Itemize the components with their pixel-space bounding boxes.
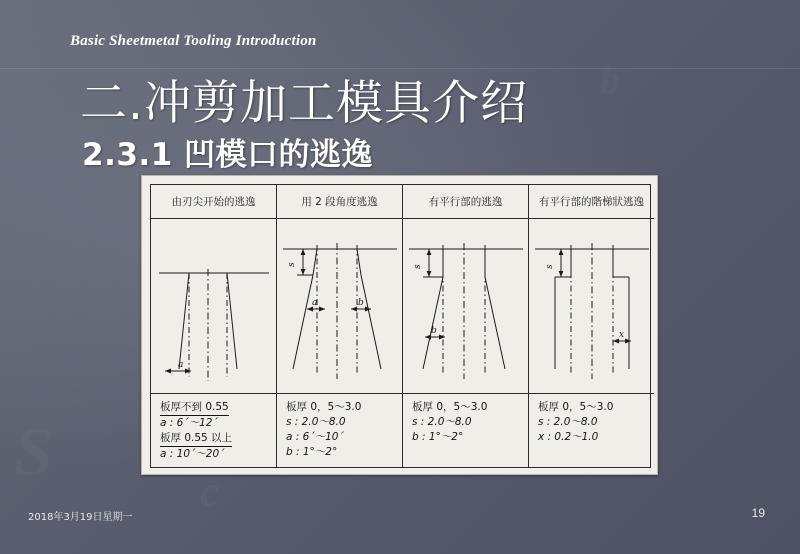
column-header-4: 有平行部的階梯狀逃逸 [529, 185, 654, 219]
column-spec-4 [529, 394, 654, 467]
spec-1-line-4: a : 10´～20´ [160, 447, 225, 460]
column-spec-3 [403, 394, 528, 467]
svg-text:s: s [413, 264, 423, 269]
figure-panel [141, 175, 658, 475]
figure-table [150, 184, 651, 468]
page-number: 19 [751, 506, 765, 520]
column-header-2: 用 2 段角度逃逸 [277, 185, 402, 219]
column-spec-1 [151, 394, 276, 467]
svg-text:x: x [619, 330, 625, 340]
spec-2-line-1: 板厚 0，5～3.0 [286, 401, 362, 413]
column-diagram-3 [403, 219, 528, 394]
svg-text:b: b [431, 326, 437, 336]
column-header-3: 有平行部的逃逸 [403, 185, 528, 219]
column-diagram-2 [277, 219, 402, 394]
watermark-letter-c: c [200, 467, 220, 516]
svg-text:s: s [287, 262, 297, 267]
spec-4-line-2: s : 2.0～8.0 [538, 415, 598, 428]
footer-date: 2018年3月19日星期一 [28, 512, 133, 523]
svg-text:s: s [545, 264, 555, 269]
figure-column-2 [277, 185, 403, 467]
spec-3-line-1: 板厚 0，5～3.0 [412, 401, 488, 413]
header-subtitle: Basic Sheetmetal Tooling Introduction [70, 33, 317, 49]
svg-text:a: a [312, 298, 318, 308]
figure-column-4 [529, 185, 654, 467]
spec-2-line-4: b : 1°～2° [286, 445, 338, 458]
watermark-letter-b: b [600, 57, 620, 102]
figure-column-1 [151, 185, 277, 467]
spec-2-line-2: s : 2.0～8.0 [286, 415, 346, 428]
spec-3-line-2: s : 2.0～8.0 [412, 415, 472, 428]
spec-1-line-3: 板厚 0.55 以上 [160, 431, 232, 447]
spec-2-line-3: a : 6´～10´ [286, 430, 344, 443]
spec-4-line-3: x : 0.2～1.0 [538, 430, 599, 443]
spec-3-line-3: b : 1°～2° [412, 430, 464, 443]
column-spec-2 [277, 394, 402, 467]
column-diagram-4 [529, 219, 654, 394]
svg-text:b: b [358, 298, 364, 308]
section-title: 2.3.1 凹模口的逃逸 [82, 137, 374, 173]
spec-4-line-1: 板厚 0，5～3.0 [538, 401, 614, 413]
figure-column-3 [403, 185, 529, 467]
page-title: 二.冲剪加工模具介绍 [80, 76, 528, 131]
column-diagram-1 [151, 219, 276, 394]
svg-text:a: a [178, 360, 184, 370]
spec-1-line-2: a : 6´～12´ [160, 416, 218, 429]
watermark-letter-s: S [14, 414, 53, 491]
spec-1-line-1: 板厚不到 0.55 [160, 400, 229, 416]
column-header-1: 由刃尖开始的逃逸 [151, 185, 276, 219]
